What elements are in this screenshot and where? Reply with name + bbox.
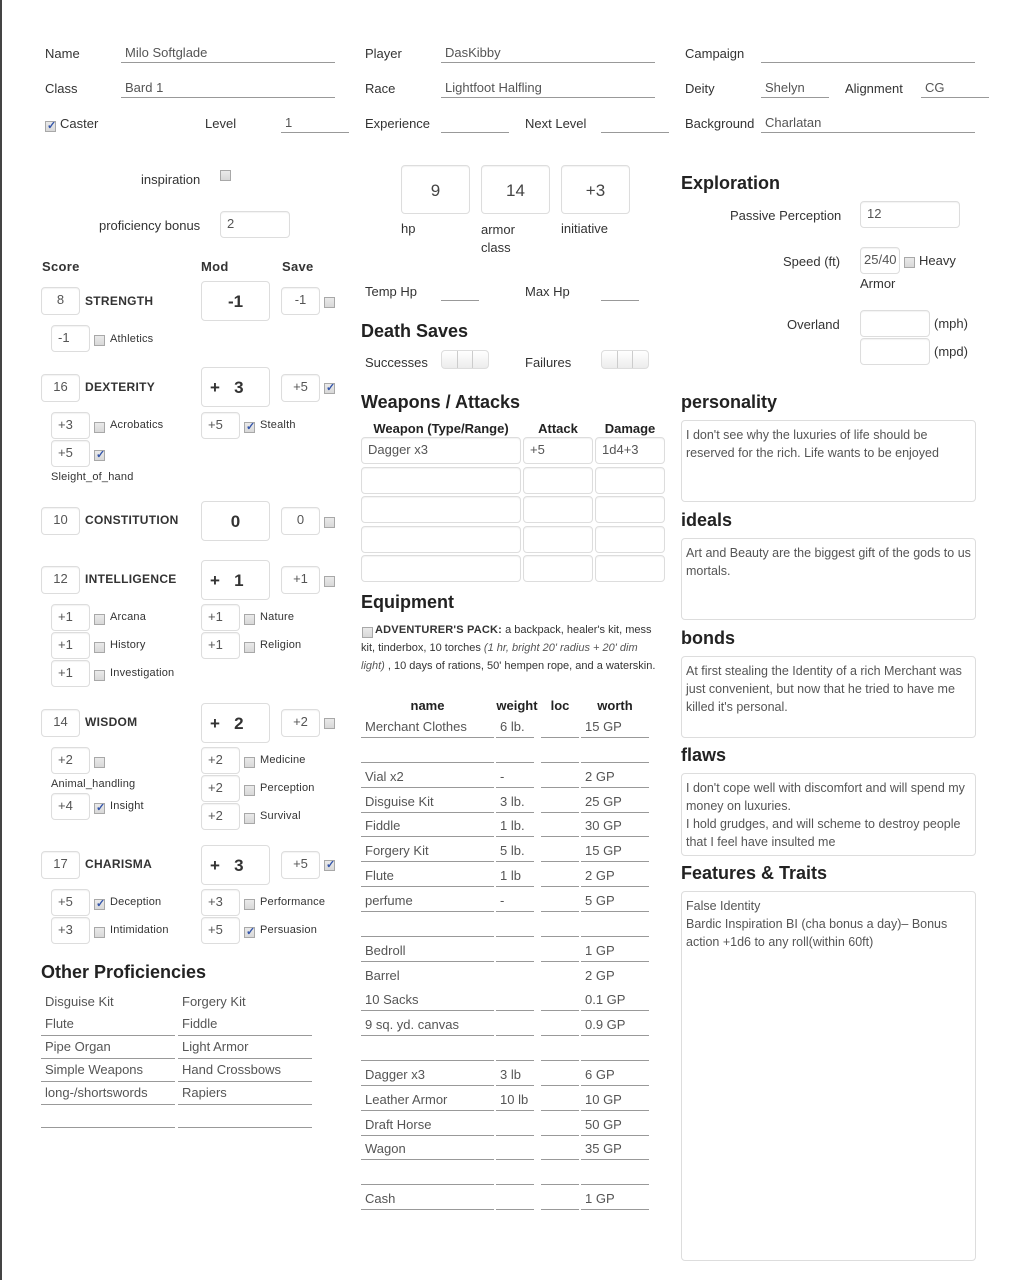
success-box[interactable]: [458, 351, 474, 368]
pack-text-2: , 10 days of rations, 50' hempen rope, and a waterskin.: [384, 660, 656, 672]
equip-weight-cell[interactable]: 5 lb.: [496, 839, 534, 862]
proficiency-bonus-label: proficiency bonus: [99, 218, 201, 233]
successes-label: Successes: [365, 355, 428, 370]
personality-textarea[interactable]: I don't see why the luxuries of life should be reserved for the rich. Life wants to be enjoyed: [681, 420, 976, 502]
history-value[interactable]: +1: [51, 632, 90, 659]
next-level-field[interactable]: [601, 115, 669, 133]
bonds-textarea[interactable]: At first stealing the Identity of a rich Merchant was just convenient, but now that he tried to have me killed it's personal.: [681, 656, 976, 738]
heavy-armor-checkbox[interactable]: [904, 257, 915, 268]
max-hp-field[interactable]: [601, 283, 639, 301]
mod-header: Mod: [201, 259, 229, 274]
equip-weight-cell[interactable]: [496, 1038, 534, 1061]
equip-weight-cell[interactable]: [496, 1137, 534, 1160]
equip-name-cell[interactable]: Cash: [361, 1187, 494, 1210]
sleight-of-hand-value[interactable]: +5: [51, 440, 90, 467]
equip-weight-cell[interactable]: [496, 1187, 534, 1210]
caster-checkbox[interactable]: [45, 121, 56, 132]
arcana-label: Arcana: [110, 611, 147, 623]
equip-name-cell[interactable]: Forgery Kit: [361, 839, 494, 862]
proficiency-bonus-input[interactable]: 2: [220, 211, 290, 238]
persuasion-value[interactable]: +5: [201, 917, 240, 944]
equip-name-cell[interactable]: [361, 1162, 494, 1185]
proficiency-item[interactable]: [178, 1105, 312, 1128]
strength-save-checkbox[interactable]: [324, 297, 335, 308]
arcana-checkbox[interactable]: [94, 614, 105, 625]
score-header: Score: [42, 259, 80, 274]
equip-loc-cell[interactable]: [541, 790, 579, 813]
charisma-mod: + 3: [201, 845, 270, 885]
name-field[interactable]: Milo Softglade: [121, 45, 335, 63]
equip-loc-cell[interactable]: [541, 939, 579, 962]
nature-value[interactable]: +1: [201, 604, 240, 631]
constitution-score[interactable]: 10: [41, 507, 80, 535]
persuasion-checkbox[interactable]: [244, 927, 255, 938]
equip-weight-cell[interactable]: [496, 1113, 534, 1136]
exploration-title: Exploration: [681, 173, 781, 193]
name-label: Name: [45, 46, 80, 61]
medicine-label: Medicine: [260, 754, 306, 766]
deception-checkbox[interactable]: [94, 899, 105, 910]
proficiency-item[interactable]: Pipe Organ: [41, 1036, 175, 1059]
performance-value[interactable]: +3: [201, 889, 240, 916]
hp-value[interactable]: 9: [401, 165, 470, 214]
heavy-label: Heavy: [919, 253, 956, 268]
weapon-attack-cell[interactable]: [523, 467, 593, 494]
wisdom-save-checkbox[interactable]: [324, 718, 335, 729]
equip-loc-cell[interactable]: [541, 814, 579, 837]
strength-save[interactable]: -1: [281, 287, 320, 315]
proficiency-item[interactable]: [41, 1105, 175, 1128]
dexterity-label: DEXTERITY: [85, 380, 156, 394]
equip-worth-cell[interactable]: 50 GP: [581, 1113, 649, 1136]
equip-name-cell[interactable]: Fiddle: [361, 814, 494, 837]
sleight-of-hand-checkbox[interactable]: [94, 450, 105, 461]
overland-mph-input[interactable]: [860, 310, 930, 337]
constitution-mod: 0: [201, 501, 270, 541]
deity-label: Deity: [685, 81, 715, 96]
insight-value[interactable]: +4: [51, 793, 90, 820]
equip-name-cell[interactable]: Merchant Clothes: [361, 715, 494, 738]
bonds-title: bonds: [681, 628, 735, 648]
perception-value[interactable]: +2: [201, 775, 240, 802]
page-left-border: [0, 0, 2, 1280]
proficiency-item[interactable]: Disguise Kit: [45, 994, 114, 1009]
equip-name-cell[interactable]: 9 sq. yd. canvas: [361, 1013, 494, 1036]
equip-weight-cell[interactable]: -: [496, 765, 534, 788]
equip-loc-cell[interactable]: [541, 988, 579, 1011]
features-textarea[interactable]: False Identity Bardic Inspiration BI (cha bonus a day)– Bonus action +1d6 to any roll(within 60ft): [681, 891, 976, 1261]
death-saves-title: Death Saves: [361, 321, 469, 341]
equip-loc-cell[interactable]: [541, 1038, 579, 1061]
dexterity-score[interactable]: 16: [41, 374, 80, 402]
religion-checkbox[interactable]: [244, 642, 255, 653]
equip-loc-cell[interactable]: [541, 864, 579, 887]
equip-worth-cell[interactable]: 1 GP: [581, 1187, 649, 1210]
equip-loc-cell[interactable]: [541, 765, 579, 788]
passive-perception-label: Passive Perception: [730, 208, 842, 223]
medicine-value[interactable]: +2: [201, 747, 240, 774]
temp-hp-label: Temp Hp: [365, 284, 418, 299]
perception-checkbox[interactable]: [244, 785, 255, 796]
intelligence-save[interactable]: +1: [281, 566, 320, 594]
perception-label: Perception: [260, 782, 315, 794]
nature-label: Nature: [260, 611, 295, 623]
charisma-label: CHARISMA: [85, 857, 153, 871]
hp-label: hp: [401, 221, 416, 236]
equip-loc-cell[interactable]: [541, 715, 579, 738]
equip-worth-cell[interactable]: 2 GP: [581, 765, 649, 788]
equip-worth-cell[interactable]: 15 GP: [581, 715, 649, 738]
insight-label: Insight: [110, 800, 144, 812]
armor-label: Armor: [860, 276, 896, 291]
weapon-name-cell[interactable]: [361, 467, 521, 494]
equip-worth-cell[interactable]: 0.9 GP: [581, 1013, 649, 1036]
equip-weight-cell[interactable]: [496, 988, 534, 1011]
equip-worth-header: worth: [597, 698, 633, 713]
animal-handling-label: Animal_handling: [51, 778, 136, 790]
pack-title: ADVENTURER'S PACK:: [375, 624, 503, 636]
charisma-score[interactable]: 17: [41, 851, 80, 879]
damage-header: Damage: [604, 421, 656, 436]
equip-weight-cell[interactable]: 1 lb: [496, 864, 534, 887]
intelligence-label: INTELLIGENCE: [85, 572, 177, 586]
weapon-damage-cell[interactable]: 1d4+3: [595, 437, 665, 464]
proficiency-item[interactable]: Hand Crossbows: [178, 1059, 312, 1082]
equip-name-cell[interactable]: Barrel: [365, 967, 400, 983]
background-field[interactable]: Charlatan: [761, 115, 975, 133]
equip-name-cell[interactable]: Bedroll: [361, 939, 494, 962]
features-title: Features & Traits: [681, 863, 828, 883]
weapon-name-cell[interactable]: [361, 496, 521, 523]
equip-worth-cell[interactable]: 6 GP: [581, 1063, 649, 1086]
weapon-attack-cell[interactable]: [523, 526, 593, 553]
equip-name-cell[interactable]: Vial x2: [361, 765, 494, 788]
weapon-attack-cell[interactable]: [523, 555, 593, 582]
flaws-title: flaws: [681, 745, 727, 765]
strength-mod: -1: [201, 281, 270, 321]
passive-perception-input[interactable]: 12: [860, 201, 960, 228]
equip-worth-cell[interactable]: [581, 914, 649, 937]
equip-loc-cell[interactable]: [541, 1113, 579, 1136]
religion-value[interactable]: +1: [201, 632, 240, 659]
weapon-attack-cell[interactable]: [523, 496, 593, 523]
pack-text-1: a backpack, healer's kit, mess kit, tinderbox, 10 torches: [361, 624, 652, 654]
weapon-attack-cell[interactable]: +5: [523, 437, 593, 464]
performance-label: Performance: [260, 896, 326, 908]
race-label: Race: [365, 81, 396, 96]
flaws-textarea[interactable]: I don't cope well with discomfort and will spend my money on luxuries. I hold grudges, and will scheme to destroy people that I feel have insulted me: [681, 773, 976, 856]
sleight-of-hand-label: Sleight_of_hand: [51, 471, 134, 483]
equip-loc-cell[interactable]: [541, 1162, 579, 1185]
wisdom-mod: + 2: [201, 703, 270, 743]
max-hp-label: Max Hp: [525, 284, 570, 299]
equip-name-cell[interactable]: perfume: [361, 889, 494, 912]
weapon-name-cell[interactable]: [361, 526, 521, 553]
equip-name-cell[interactable]: [361, 740, 494, 763]
athletics-checkbox[interactable]: [94, 335, 105, 346]
weapon-damage-cell[interactable]: [595, 526, 665, 553]
equipment-title: Equipment: [361, 592, 454, 612]
caster-label: Caster: [60, 116, 99, 131]
equip-name-cell[interactable]: Wagon: [361, 1137, 494, 1160]
level-field[interactable]: 1: [281, 115, 349, 133]
class-field[interactable]: Bard 1: [121, 80, 335, 98]
history-label: History: [110, 639, 146, 651]
deception-label: Deception: [110, 896, 162, 908]
equip-weight-cell[interactable]: 6 lb.: [496, 715, 534, 738]
race-field[interactable]: Lightfoot Halfling: [441, 80, 655, 98]
wisdom-save[interactable]: +2: [281, 709, 320, 737]
equip-name-cell[interactable]: 10 Sacks: [361, 988, 494, 1011]
equip-weight-cell[interactable]: [496, 914, 534, 937]
player-field[interactable]: DasKibby: [441, 45, 655, 63]
experience-field[interactable]: [441, 115, 509, 133]
acrobatics-value[interactable]: +3: [51, 412, 90, 439]
failure-box[interactable]: [618, 351, 634, 368]
medicine-checkbox[interactable]: [244, 757, 255, 768]
equip-name-cell[interactable]: Leather Armor: [361, 1088, 494, 1111]
dexterity-save-checkbox[interactable]: [324, 383, 335, 394]
equip-worth-cell[interactable]: 30 GP: [581, 814, 649, 837]
level-label: Level: [205, 116, 237, 131]
equip-worth-cell[interactable]: 2 GP: [585, 967, 615, 983]
nature-checkbox[interactable]: [244, 614, 255, 625]
success-box[interactable]: [473, 351, 488, 368]
equip-loc-cell[interactable]: [541, 839, 579, 862]
attack-header: Attack: [538, 421, 578, 436]
equip-worth-cell[interactable]: 15 GP: [581, 839, 649, 862]
constitution-label: CONSTITUTION: [85, 513, 179, 527]
save-header: Save: [282, 259, 314, 274]
overland-label: Overland: [787, 317, 840, 332]
equip-weight-cell[interactable]: -: [496, 889, 534, 912]
animal-handling-value[interactable]: +2: [51, 747, 90, 774]
charisma-save-checkbox[interactable]: [324, 860, 335, 871]
arcana-value[interactable]: +1: [51, 604, 90, 631]
equip-worth-cell[interactable]: 2 GP: [581, 864, 649, 887]
investigation-checkbox[interactable]: [94, 670, 105, 681]
equip-name-cell[interactable]: [361, 1038, 494, 1061]
stealth-value[interactable]: +5: [201, 412, 240, 439]
next-level-label: Next Level: [525, 116, 587, 131]
equip-loc-cell[interactable]: [541, 889, 579, 912]
performance-checkbox[interactable]: [244, 899, 255, 910]
weapon-damage-cell[interactable]: [595, 555, 665, 582]
equip-weight-header: weight: [496, 698, 538, 713]
survival-checkbox[interactable]: [244, 813, 255, 824]
weapon-damage-cell[interactable]: [595, 467, 665, 494]
acrobatics-label: Acrobatics: [110, 419, 164, 431]
equip-weight-cell[interactable]: [496, 740, 534, 763]
equip-weight-cell[interactable]: [496, 939, 534, 962]
equip-name-cell[interactable]: Draft Horse: [361, 1113, 494, 1136]
survival-value[interactable]: +2: [201, 803, 240, 830]
failure-box[interactable]: [633, 351, 648, 368]
equip-weight-cell[interactable]: [496, 964, 534, 987]
intimidation-value[interactable]: +3: [51, 917, 90, 944]
speed-label: Speed (ft): [783, 254, 841, 269]
deity-field[interactable]: Shelyn: [761, 80, 829, 98]
armor-class-label: armor class: [481, 222, 515, 255]
proficiency-item[interactable]: Forgery Kit: [182, 994, 246, 1009]
player-label: Player: [365, 46, 402, 61]
strength-label: STRENGTH: [85, 294, 154, 308]
survival-label: Survival: [260, 810, 301, 822]
alignment-label: Alignment: [845, 81, 903, 96]
experience-label: Experience: [365, 116, 431, 131]
intimidation-checkbox[interactable]: [94, 927, 105, 938]
campaign-label: Campaign: [685, 46, 745, 61]
equip-loc-cell[interactable]: [541, 740, 579, 763]
personality-title: personality: [681, 392, 778, 412]
proficiency-item[interactable]: Rapiers: [178, 1082, 312, 1105]
dexterity-mod: + 3: [201, 367, 270, 407]
wisdom-label: WISDOM: [85, 715, 138, 729]
equip-worth-cell[interactable]: 35 GP: [581, 1137, 649, 1160]
deception-value[interactable]: +5: [51, 889, 90, 916]
insight-checkbox[interactable]: [94, 803, 105, 814]
temp-hp-field[interactable]: [441, 283, 479, 301]
constitution-save-checkbox[interactable]: [324, 517, 335, 528]
persuasion-label: Persuasion: [260, 924, 318, 936]
proficiency-item[interactable]: Simple Weapons: [41, 1059, 175, 1082]
inspiration-checkbox[interactable]: [220, 170, 231, 181]
mph-label: (mph): [934, 316, 968, 331]
history-checkbox[interactable]: [94, 642, 105, 653]
class-label: Class: [45, 81, 78, 96]
athletics-label: Athletics: [110, 333, 154, 345]
equip-loc-cell[interactable]: [541, 1013, 579, 1036]
intelligence-save-checkbox[interactable]: [324, 576, 335, 587]
pack-italic: (1 hr, bright 20' radius + 20' dim light): [361, 642, 638, 672]
initiative-value[interactable]: +3: [561, 165, 630, 214]
armor-class-value[interactable]: 14: [481, 165, 550, 214]
equip-loc-cell[interactable]: [541, 1137, 579, 1160]
overland-mpd-input[interactable]: [860, 338, 930, 365]
failures-toggle[interactable]: [601, 350, 649, 369]
equip-worth-cell[interactable]: 25 GP: [581, 790, 649, 813]
equip-loc-cell[interactable]: [541, 1187, 579, 1210]
equip-weight-cell[interactable]: [496, 1013, 534, 1036]
inspiration-label: inspiration: [141, 172, 201, 187]
proficiency-item[interactable]: Flute: [41, 1013, 175, 1036]
equip-worth-cell[interactable]: [581, 1162, 649, 1185]
equip-loc-cell[interactable]: [541, 914, 579, 937]
weapon-header: Weapon (Type/Range): [373, 421, 509, 436]
campaign-field[interactable]: [761, 45, 975, 63]
alignment-field[interactable]: CG: [921, 80, 989, 98]
other-proficiencies-title: Other Proficiencies: [41, 962, 207, 982]
proficiency-item[interactable]: Fiddle: [178, 1013, 312, 1036]
equip-worth-cell[interactable]: 10 GP: [581, 1088, 649, 1111]
initiative-label: initiative: [561, 221, 608, 236]
intelligence-mod: + 1: [201, 560, 270, 600]
strength-score[interactable]: 8: [41, 287, 80, 315]
equip-loc-cell[interactable]: [541, 964, 579, 987]
equip-name-cell[interactable]: [361, 914, 494, 937]
equip-loc-cell[interactable]: [541, 1063, 579, 1086]
investigation-value[interactable]: +1: [51, 660, 90, 687]
adventurers-pack-text: [361, 621, 656, 675]
equip-name-cell[interactable]: Disguise Kit: [361, 790, 494, 813]
animal-handling-checkbox[interactable]: [94, 757, 105, 768]
equip-worth-cell[interactable]: 0.1 GP: [581, 988, 649, 1011]
weapon-damage-cell[interactable]: [595, 496, 665, 523]
stealth-checkbox[interactable]: [244, 422, 255, 433]
charisma-save[interactable]: +5: [281, 851, 320, 879]
intelligence-score[interactable]: 12: [41, 566, 80, 594]
failures-label: Failures: [525, 355, 572, 370]
equip-weight-cell[interactable]: 3 lb: [496, 1063, 534, 1086]
wisdom-score[interactable]: 14: [41, 709, 80, 737]
investigation-label: Investigation: [110, 667, 175, 679]
successes-toggle[interactable]: [441, 350, 489, 369]
constitution-save[interactable]: 0: [281, 507, 320, 535]
equip-worth-cell[interactable]: [581, 740, 649, 763]
athletics-value[interactable]: -1: [51, 325, 90, 352]
equip-name-cell[interactable]: Flute: [361, 864, 494, 887]
proficiency-item[interactable]: Light Armor: [178, 1036, 312, 1059]
religion-label: Religion: [260, 639, 302, 651]
equip-name-header: name: [410, 698, 445, 713]
ideals-textarea[interactable]: Art and Beauty are the biggest gift of the gods to us mortals.: [681, 538, 976, 620]
equip-worth-cell[interactable]: 1 GP: [581, 939, 649, 962]
equip-name-cell[interactable]: Dagger x3: [361, 1063, 494, 1086]
failure-box[interactable]: [602, 351, 618, 368]
proficiency-item[interactable]: long-/shortswords: [41, 1082, 175, 1105]
weapon-name-cell[interactable]: [361, 555, 521, 582]
equip-loc-header: loc: [550, 698, 570, 713]
weapons-title: Weapons / Attacks: [361, 392, 521, 412]
stealth-label: Stealth: [260, 419, 296, 431]
equip-weight-cell[interactable]: 3 lb.: [496, 790, 534, 813]
equip-worth-cell[interactable]: 5 GP: [581, 889, 649, 912]
mpd-label: (mpd): [934, 344, 968, 359]
equip-weight-cell[interactable]: 1 lb.: [496, 814, 534, 837]
acrobatics-checkbox[interactable]: [94, 422, 105, 433]
speed-input[interactable]: 25/40: [860, 247, 900, 274]
equip-weight-cell[interactable]: 10 lb: [496, 1088, 534, 1111]
equip-loc-cell[interactable]: [541, 1088, 579, 1111]
success-box[interactable]: [442, 351, 458, 368]
weapon-name-cell[interactable]: Dagger x3: [361, 437, 521, 464]
background-label: Background: [685, 116, 755, 131]
dexterity-save[interactable]: +5: [281, 374, 320, 402]
ideals-title: ideals: [681, 510, 733, 530]
intimidation-label: Intimidation: [110, 924, 169, 936]
equip-worth-cell[interactable]: [581, 1038, 649, 1061]
equip-weight-cell[interactable]: [496, 1162, 534, 1185]
